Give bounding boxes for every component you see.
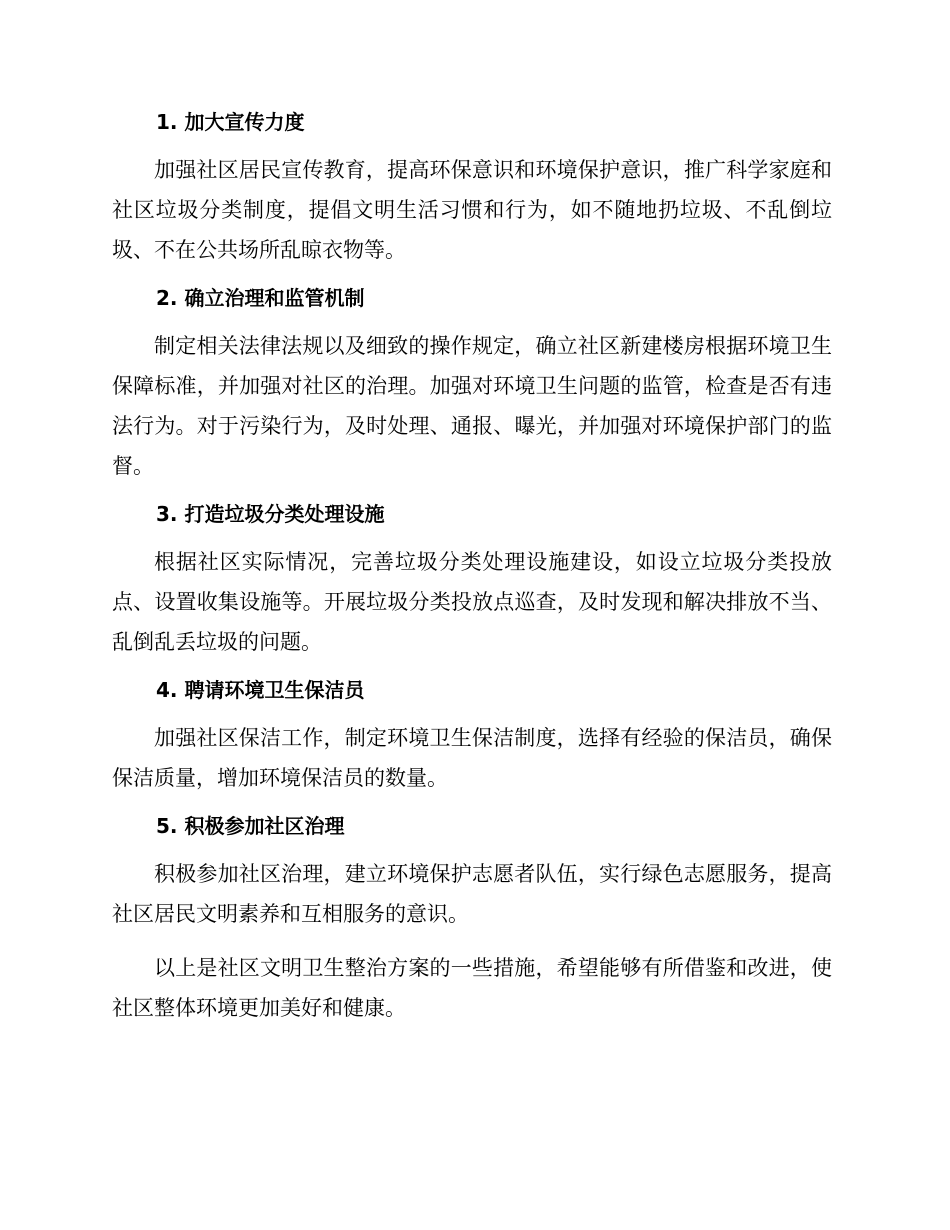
document-page: [112, 108, 832, 1042]
section-heading-2: 2. 确立治理和监管机制: [156, 286, 365, 310]
section-body-5: 积极参加社区治理，建立环境保护志愿者队伍，实行绿色志愿服务，提高社区居民文明素养和互相服务的意识。: [112, 862, 832, 926]
section-body-3: 根据社区实际情况，完善垃圾分类处理设施建设，如设立垃圾分类投放点、设置收集设施等。开展垃圾分类投放点巡查，及时发现和解决排放不当、乱倒乱丢垃圾的问题。: [112, 550, 832, 654]
section-heading-4: 4. 聘请环境卫生保洁员: [156, 678, 365, 702]
section-heading-5: 5. 积极参加社区治理: [156, 814, 345, 838]
section-body-4: 加强社区保洁工作，制定环境卫生保洁制度，选择有经验的保洁员，确保保洁质量，增加环境保洁员的数量。: [112, 726, 832, 790]
conclusion-paragraph: 以上是社区文明卫生整治方案的一些措施，希望能够有所借鉴和改进，使社区整体环境更加美好和健康。: [112, 956, 832, 1020]
section-body-2: 制定相关法律法规以及细致的操作规定，确立社区新建楼房根据环境卫生保障标准，并加强对社区的治理。加强对环境卫生问题的监管，检查是否有违法行为。对于污染行为，及时处理、通报、曝光，并加强对环境保护部门的监督。: [112, 334, 832, 478]
section-heading-3: 3. 打造垃圾分类处理设施: [156, 502, 385, 526]
section-heading-1: 1. 加大宣传力度: [156, 110, 305, 134]
section-body-1: 加强社区居民宣传教育，提高环保意识和环境保护意识，推广科学家庭和社区垃圾分类制度，提倡文明生活习惯和行为，如不随地扔垃圾、不乱倒垃圾、不在公共场所乱晾衣物等。: [112, 158, 832, 262]
